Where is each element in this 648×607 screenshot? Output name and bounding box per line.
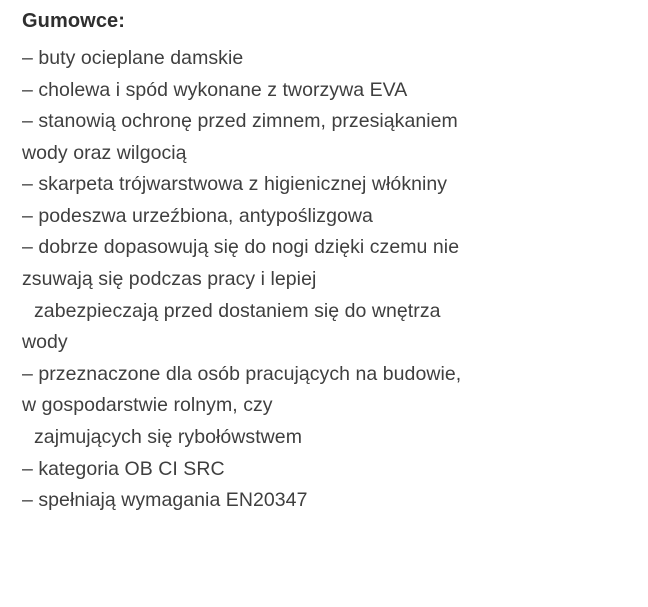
page-title: Gumowce: <box>22 10 126 32</box>
description-line: – dobrze dopasowują się do nogi dzięki czemu nie <box>22 236 460 259</box>
description-line: w gospodarstwie rolnym, czy <box>22 394 273 417</box>
description-line: wody <box>22 331 68 354</box>
description-line: wody oraz wilgocią <box>22 141 187 164</box>
description-line: zabezpieczają przed dostaniem się do wnętrza <box>34 299 441 322</box>
description-line: zajmujących się rybołówstwem <box>34 425 302 448</box>
description-line: – stanowią ochronę przed zimnem, przesiąkaniem <box>22 110 458 133</box>
description-line: zsuwają się podczas pracy i lepiej <box>22 268 317 291</box>
description-line: – podeszwa urzeźbiona, antypoślizgowa <box>22 204 373 227</box>
description-line: – kategoria OB CI SRC <box>22 457 225 480</box>
description-line: – buty ocieplane damskie <box>22 47 244 69</box>
description-line: – spełniają wymagania EN20347 <box>22 489 308 512</box>
description-line: – cholewa i spód wykonane z tworzywa EVA <box>22 78 408 101</box>
description-line: – przeznaczone dla osób pracujących na budowie, <box>22 362 462 385</box>
description-line: – skarpeta trójwarstwowa z higienicznej włókniny <box>22 173 448 196</box>
